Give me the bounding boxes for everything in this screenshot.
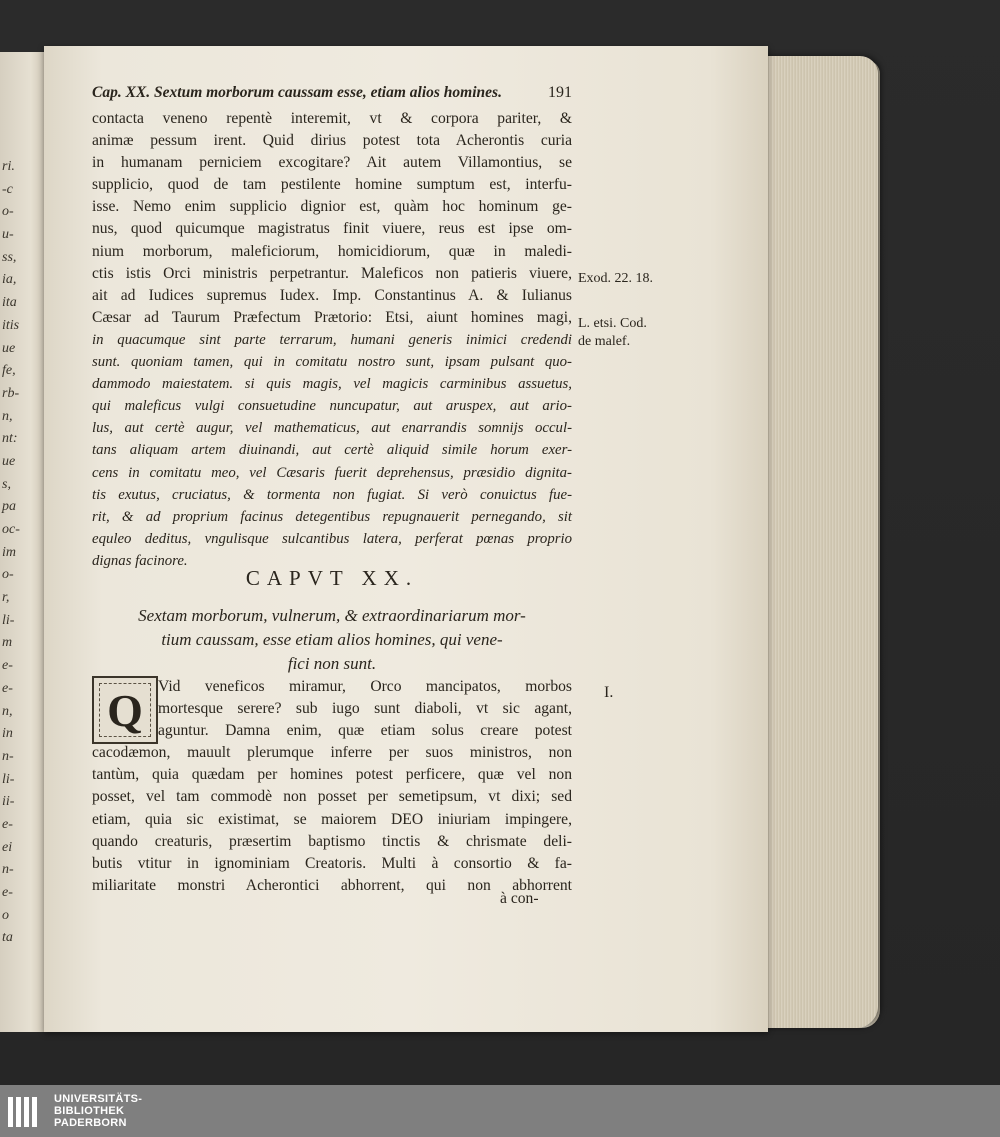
- text-line: Cæsar ad Taurum Præfectum Prætorio: Etsi, aiunt homines magi,: [92, 308, 572, 326]
- text-line: miliaritate monstri Acherontici abhorrent, qui non abhorrent: [92, 876, 572, 894]
- fragment-line: o-: [2, 567, 14, 583]
- fragment-line: -c: [2, 181, 13, 197]
- fragment-line: m: [2, 635, 13, 651]
- fragment-line: o: [2, 907, 9, 923]
- fragment-line: ri.: [2, 159, 15, 174]
- previous-page-fragments: [0, 156, 42, 950]
- fragment-line: n-: [2, 748, 14, 764]
- text-line: ctis istis Orci ministris perpetrantur. Maleficos non patieris viuere,: [92, 264, 572, 282]
- library-logo-icon: [2, 1089, 46, 1133]
- text-line: equleo deditus, vngulisque sulcantibus latera, perferat pœnas proprio: [92, 530, 572, 547]
- text-line: in quacumque sint parte terrarum, humani generis inimici credendi: [92, 332, 572, 348]
- fragment-line: ia,: [2, 272, 17, 288]
- margin-note-exodus: Exod. 22. 18.: [578, 271, 654, 286]
- margin-note-codex: L. etsi. Cod.: [578, 316, 647, 331]
- subtitle-line: tium caussam, esse etiam alios homines, qui vene-: [161, 630, 503, 649]
- text-line: tis exutus, cruciatus, & tormenta non fugiat. Si verò conuictus fue-: [92, 486, 572, 503]
- chapter-subtitle: [92, 604, 572, 676]
- library-name-line: PADERBORN: [54, 1117, 127, 1129]
- text-line: quando creaturis, præsertim baptismo tinctis & chrismate deli-: [92, 832, 572, 850]
- subtitle-line: Sextam morborum, vulnerum, & extraordinariarum mor-: [138, 606, 526, 625]
- fragment-line: li-: [2, 612, 15, 628]
- text-line: etiam, quia sic existimat, se maiorem DEO iniuriam impingere,: [92, 810, 572, 828]
- paragraph-roman: [92, 108, 572, 329]
- text-line: ait ad Iudices supremus Iudex. Imp. Constantinus A. & Iulianus: [92, 286, 572, 304]
- fragment-line: in: [2, 726, 13, 742]
- fragment-line: itis: [2, 317, 20, 333]
- text-line: supplicio, quod de tam pestilente homine sumptum est, interfu-: [92, 176, 572, 194]
- text-line: isse. Nemo enim supplicio dignior est, quàm hoc hominum ge-: [92, 198, 572, 216]
- fragment-line: pa: [2, 499, 16, 515]
- fragment-line: ita: [2, 295, 17, 311]
- fragment-line: n,: [2, 408, 13, 424]
- text-line: qui maleficus vulgi consuetudine nuncupatur, aut aruspex, aut ario-: [92, 398, 572, 415]
- text-line: dignas facinore.: [92, 552, 188, 569]
- fragment-line: n-: [2, 862, 14, 878]
- fragment-line: s,: [2, 476, 11, 492]
- fragment-line: oc-: [2, 522, 20, 537]
- fragment-line: ue: [2, 453, 16, 469]
- fragment-line: ue: [2, 340, 16, 356]
- text-line: dammodo maiestatem. si quis magis, vel magicis carminibus assuetus,: [92, 376, 572, 393]
- fragment-line: li-: [2, 771, 15, 787]
- text-line: tans aliquam artem diuinandi, aut certè aliquid simile horum exer-: [92, 442, 572, 459]
- margin-note-codex-title: de malef.: [578, 334, 631, 349]
- text-line: aguntur. Damna enim, quæ etiam solus creare potest: [158, 722, 572, 740]
- page-number: 191: [548, 84, 572, 101]
- chapter-title: CAPVT XX.: [245, 566, 419, 590]
- fragment-line: e-: [2, 680, 13, 696]
- text-line: posset, vel tam commodè non posset per semetipsum, vt dixi; sed: [92, 788, 572, 806]
- fragment-line: e-: [2, 816, 13, 832]
- fragment-line: ta: [2, 930, 13, 946]
- fragment-line: e-: [2, 885, 13, 900]
- library-footer-bar: [0, 1085, 1000, 1137]
- text-line: butis vtitur in ignominiam Creatoris. Multi à consortio & fa-: [92, 854, 572, 872]
- catchword: à con-: [500, 890, 539, 907]
- text-line: nium morborum, maleficiorum, homicidiorum, quæ in maledi-: [92, 242, 572, 260]
- library-name-line: BIBLIOTHEK: [54, 1105, 125, 1117]
- text-line: in humanam perniciem excogitare? Ait autem Villamontius, se: [92, 154, 572, 172]
- dropcap-letter: Q: [107, 684, 143, 736]
- fragment-line: u-: [2, 227, 14, 243]
- margin-section-number: I.: [604, 684, 614, 701]
- text-line: rit, & ad proprium facinus detegentibus repugnauerit pernegando, sit: [92, 508, 572, 525]
- running-head: [92, 84, 572, 102]
- text-line: sunt. quoniam tamen, qui in comitatu nostro sunt, ipsam pulsant quo-: [92, 354, 572, 371]
- subtitle-line: fici non sunt.: [287, 654, 377, 673]
- fragment-line: ss,: [2, 249, 17, 265]
- running-head-title: Cap. XX. Sextum morborum caussam esse, etiam alios homines.: [92, 84, 502, 101]
- fragment-line: n,: [2, 703, 13, 719]
- fragment-line: o-: [2, 204, 14, 220]
- paragraph-italic-quotation: [92, 329, 572, 572]
- fragment-line: r,: [2, 590, 10, 606]
- fragment-line: nt:: [2, 431, 18, 447]
- previous-page-edge: [0, 52, 46, 1032]
- text-line: animæ pessum irent. Quid dirius potest tota Acherontis curia: [92, 132, 572, 150]
- page-block-edge: [760, 56, 878, 1028]
- text-line: mortesque serere? sub iugo sunt diaboli, vt sic agant,: [158, 700, 572, 718]
- fragment-line: e-: [2, 658, 13, 674]
- fragment-line: ei: [2, 839, 13, 855]
- library-name: [54, 1093, 142, 1129]
- library-name-line: UNIVERSITÄTS-: [54, 1093, 143, 1105]
- text-line: tantùm, quia quædam per homines potest perficere, quæ vel non: [92, 766, 572, 784]
- fragment-line: im: [2, 544, 16, 560]
- fragment-line: rb-: [2, 385, 20, 401]
- text-line: cens in comitatu meo, vel Cæsaris fuerit deprehensus, præsidio dignita-: [92, 464, 572, 481]
- paragraph-chapter-body: [92, 676, 572, 897]
- text-line: nus, quod quicumque magistratus finit viuere, reus est ipse om-: [92, 220, 572, 238]
- text-line: contacta veneno repentè interemit, vt & corpora pariter, &: [92, 110, 572, 127]
- fragment-line: fe,: [2, 363, 16, 379]
- fragment-line: ii-: [2, 794, 15, 810]
- text-line: Vid veneficos miramur, Orco mancipatos, morbos: [158, 678, 572, 695]
- text-line: lus, aut certè augur, vel mathematicus, aut enarrandis somnijs occul-: [92, 420, 572, 437]
- text-line: cacodæmon, mauult plerumque inferre per suos ministros, non: [92, 744, 572, 762]
